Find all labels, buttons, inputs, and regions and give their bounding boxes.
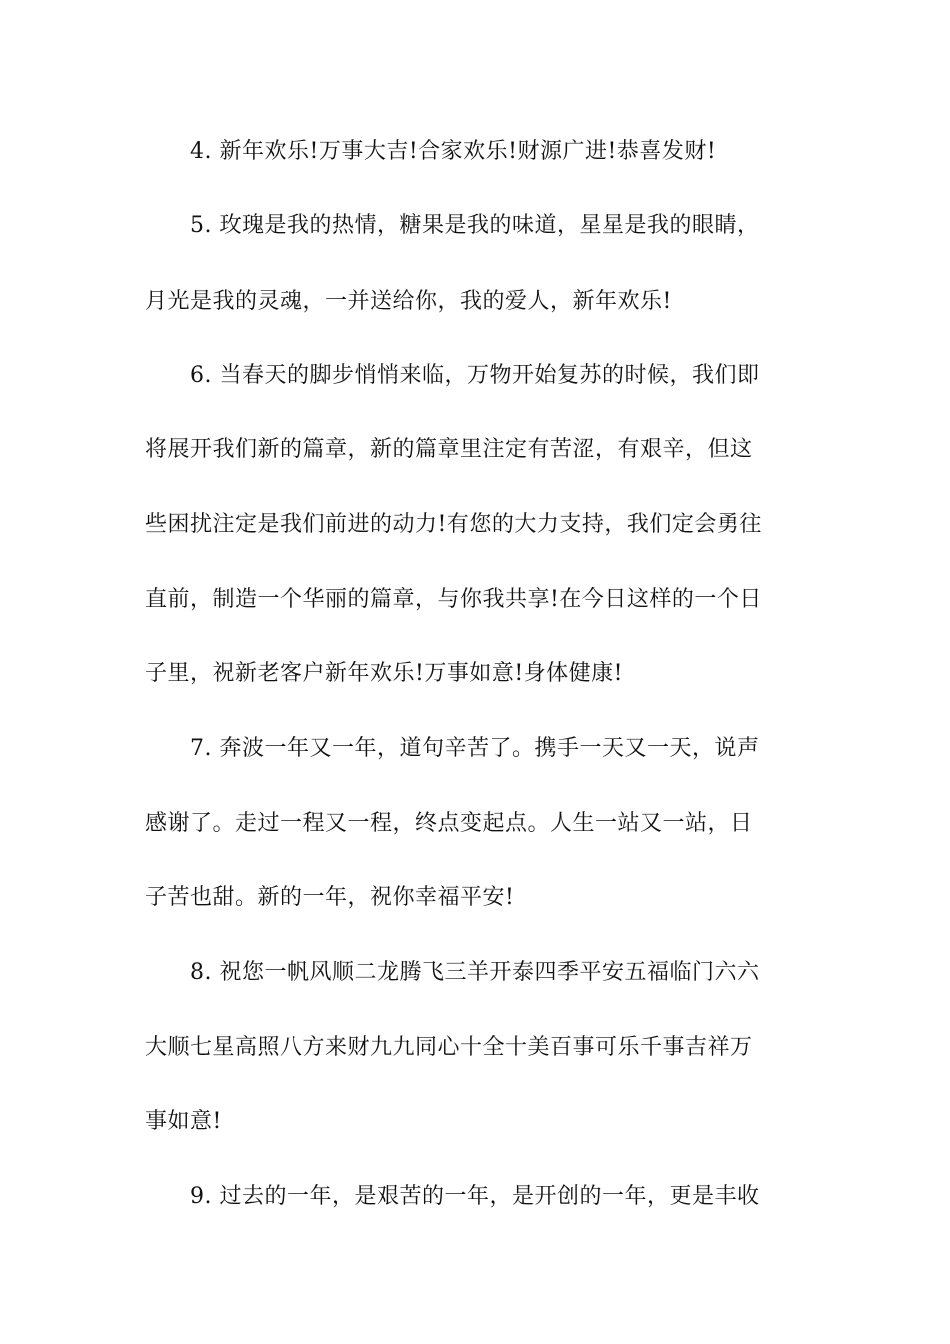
text-line: 大顺七星高照八方来财九九同心十全十美百事可乐千事吉祥万: [145, 1035, 753, 1060]
text-line: 7. 奔波一年又一年，道句辛苦了。携手一天又一天，说声: [190, 736, 760, 761]
text-line: 9. 过去的一年，是艰苦的一年，是开创的一年，更是丰收: [190, 1184, 760, 1209]
text-line: 子里，祝新老客户新年欢乐!万事如意!身体健康!: [145, 661, 624, 686]
text-line: 8. 祝您一帆风顺二龙腾飞三羊开泰四季平安五福临门六六: [190, 960, 760, 985]
text-line: 事如意!: [145, 1109, 222, 1134]
text-line: 月光是我的灵魂，一并送给你，我的爱人，新年欢乐!: [145, 289, 672, 314]
text-line: 子苦也甜。新的一年，祝你幸福平安!: [145, 885, 515, 910]
text-line: 6. 当春天的脚步悄悄来临，万物开始复苏的时候，我们即: [190, 363, 760, 388]
text-line: 直前，制造一个华丽的篇章，与你我共享!在今日这样的一个日: [145, 587, 762, 612]
text-line: 将展开我们新的篇章，新的篇章里注定有苦涩，有艰辛，但这: [145, 437, 753, 462]
text-line: 5. 玫瑰是我的热情，糖果是我的味道，星星是我的眼睛，: [190, 213, 760, 238]
text-line: 些困扰注定是我们前进的动力!有您的大力支持，我们定会勇往: [145, 512, 762, 537]
text-line: 感谢了。走过一程又一程，终点变起点。人生一站又一站，日: [145, 811, 753, 836]
text-line: 4. 新年欢乐!万事大吉!合家欢乐!财源广进!恭喜发财!: [190, 139, 717, 164]
